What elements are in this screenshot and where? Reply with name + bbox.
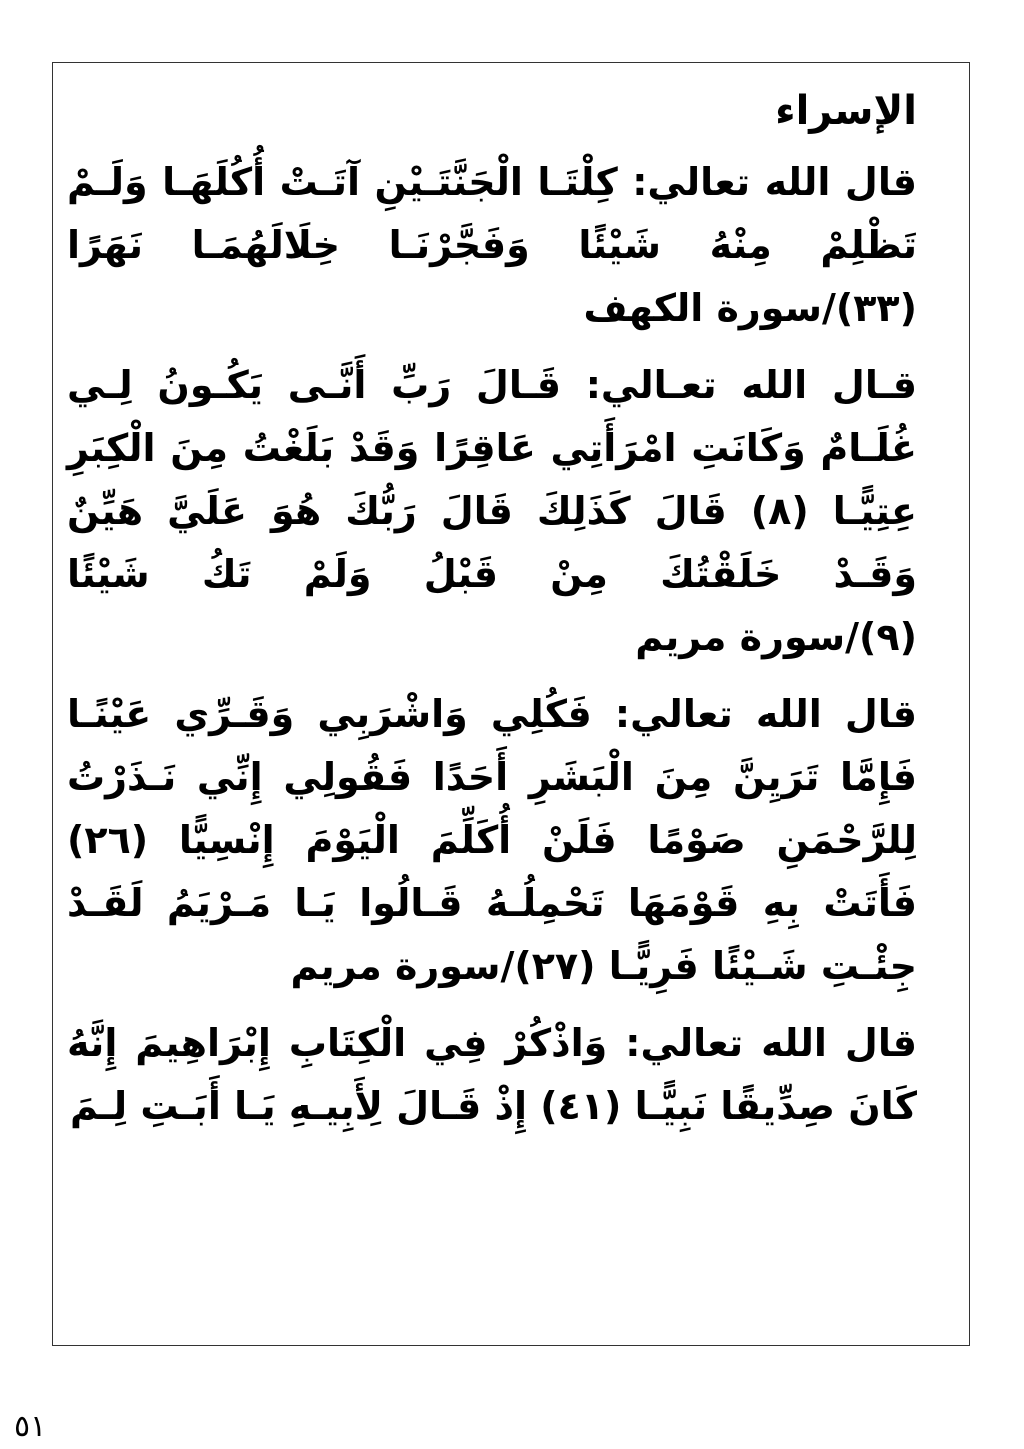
page-number: ٥١ <box>14 1409 47 1444</box>
verse-source: /سورة الكهف <box>583 286 836 330</box>
verse-source: /سورة مريم <box>290 944 515 988</box>
verse-text: قـال الله تعـالي: قَـالَ رَبِّ أَنَّـى يَكُـونُ لِـي غُلَـامٌ وَكَانَتِ امْرَأَتِي عَاقِرًا وَقَدْ بَلَغْتُ مِنَ الْكِبَرِ عِتِيًّـا (٨) قَالَ كَذَلِكَ قَالَ رَبُّكَ هُوَ عَلَيَّ هَيِّنٌ وَقَـدْ خَلَقْتُكَ مِنْ قَبْلُ وَلَمْ تَكُ شَيْئًا (٩) <box>67 363 917 659</box>
page-frame <box>52 62 970 1346</box>
verse-source: /سورة مريم <box>635 615 860 659</box>
verse-text: قال الله تعالي: وَاذْكُرْ فِي الْكِتَابِ إِبْرَاهِيمَ إِنَّهُ كَانَ صِدِّيقًا نَبِيًّـا (٤١) إِذْ قَـالَ لِأَبِيـهِ يَـا أَبَـتِ لِـمَ <box>67 1021 917 1128</box>
verse-paragraph-3 <box>67 683 917 998</box>
verse-paragraph-1 <box>67 151 917 340</box>
verse-text: قال الله تعالي: فَكُلِي وَاشْرَبِي وَقَـرِّي عَيْنًـا فَإِمَّا تَرَيِنَّ مِنَ الْبَشَرِ أَحَدًا فَقُولِي إِنِّي نَـذَرْتُ لِلرَّحْمَنِ صَوْمًا فَلَنْ أُكَلِّمَ الْيَوْمَ إِنْسِيًّا (٢٦) فَأَتَتْ بِهِ قَوْمَهَا تَحْمِلُـهُ قَـالُوا يَـا مَـرْيَمُ لَقَـدْ جِئْـتِ شَـيْئًا فَرِيًّـا (٢٧) <box>67 692 917 988</box>
verse-text: قال الله تعالي: كِلْتَـا الْجَنَّتَـيْنِ آتَـتْ أُكُلَهَـا وَلَـمْ تَظْلِمْ مِنْهُ شَيْئًا وَفَجَّرْنَـا خِلَالَهُمَـا نَهَرًا (٣٣) <box>67 160 917 330</box>
page-title: الإسراء <box>775 88 917 134</box>
verse-paragraph-4 <box>67 1012 917 1138</box>
verse-paragraph-2 <box>67 354 917 669</box>
